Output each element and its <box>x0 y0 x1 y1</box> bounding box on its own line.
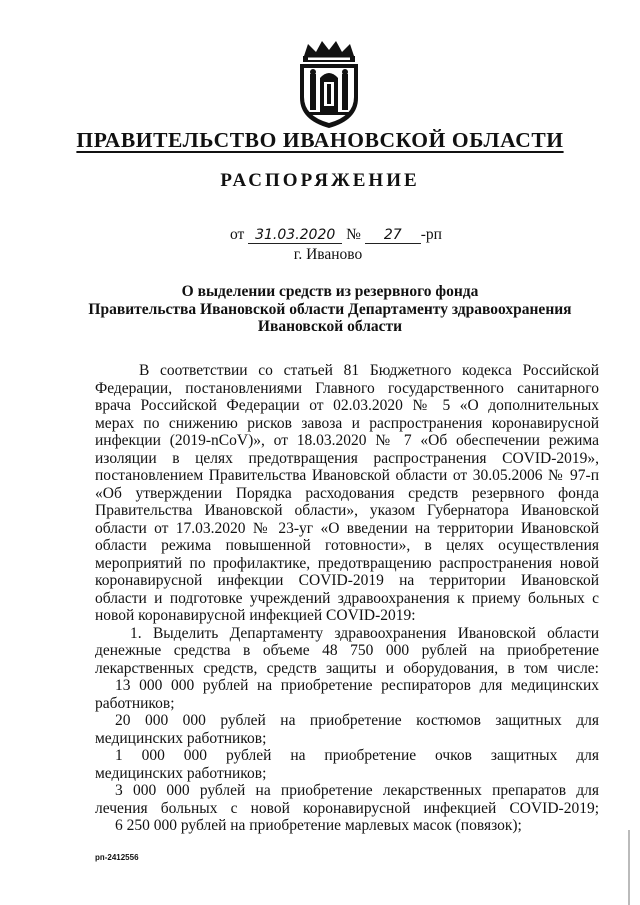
body-line: лечения больных с новой коронавирусной инфекцией COVID-2019; <box>95 799 599 817</box>
body-line: врача Российской Федерации от 02.03.2020 № 5 «О дополнительных <box>95 397 599 414</box>
subject-line: Правительства Ивановской области Департаменту здравоохранения <box>88 300 572 318</box>
body-line: инфекции (2019-nCoV)», от 18.03.2020 № 7 «Об обеспечении режима <box>95 432 599 449</box>
subject-line: О выделении средств из резервного фонда <box>181 283 479 300</box>
handwritten-number: 27 <box>365 227 421 244</box>
date-number-line: от 31.03.2020 № 27 -рп <box>230 226 442 243</box>
body-line: 1 000 000 рублей на приобретение очков защитных для <box>115 747 599 764</box>
body-line: медицинских работников; <box>95 764 267 782</box>
government-title: ПРАВИТЕЛЬСТВО ИВАНОВСКОЙ ОБЛАСТИ <box>76 128 564 152</box>
city-line: г. Иваново <box>293 246 363 263</box>
body-line: 3 000 000 рублей на приобретение лекарственных препаратов для <box>115 782 599 799</box>
body-line: мероприятий по профилактике, предотвращению распространения новой <box>95 554 599 572</box>
body-line: мерах по снижению рисков завоза и распространения коронавирусной <box>95 414 599 432</box>
coat-of-arms-emblem <box>286 38 372 130</box>
body-line: лекарственных средств, средств защиты и оборудования, в том числе: <box>95 659 599 677</box>
body-line: медицинских работников; <box>95 729 267 747</box>
handwritten-date: 31.03.2020 <box>248 227 342 244</box>
document-type-title: РАСПОРЯЖЕНИЕ <box>220 170 420 191</box>
document-code: рп-2412556 <box>95 853 139 862</box>
body-line: 20 000 000 рублей на приобретение костюмов защитных для <box>115 712 599 729</box>
body-line: Правительства Ивановской области», указом Губернатора Ивановской <box>95 502 599 519</box>
body-line: В соответствии со статьей 81 Бюджетного кодекса Российской <box>139 362 599 379</box>
body-line: денежные средства в объеме 48 750 000 рублей на приобретение <box>95 642 599 659</box>
body-line: «Об утверждении Порядка расходования средств резервного фонда <box>95 484 599 502</box>
scan-edge-line <box>628 830 630 905</box>
body-line: работников; <box>95 694 175 712</box>
subject-line: Ивановской области <box>257 318 403 335</box>
body-line: области и подготовке учреждений здравоохранения к приему больных с <box>95 589 599 607</box>
body-line: 6 250 000 рублей на приобретение марлевых масок (повязок); <box>115 817 522 834</box>
body-line: 1. Выделить Департаменту здравоохранения Ивановской области <box>130 624 599 642</box>
body-line: 13 000 000 рублей на приобретение респираторов для медицинских <box>115 677 599 694</box>
subject-heading <box>70 283 590 336</box>
body-line: коронавирусной инфекции COVID-2019 на территории Ивановской <box>95 572 599 589</box>
document-body <box>95 362 599 835</box>
body-line: постановлением Правительства Ивановской области от 30.05.2006 № 97-п <box>95 467 599 484</box>
body-line: Федерации, постановлениями Главного государственного санитарного <box>95 379 599 397</box>
body-line: новой коронавирусной инфекцией COVID-2019: <box>95 607 416 624</box>
body-line: изоляции в целях предотвращения распространения COVID-2019», <box>95 449 599 467</box>
body-line: области от 17.03.2020 № 23-уг «О введении на территории Ивановской <box>95 519 599 537</box>
body-line: области режима повышенной готовности», в целях осуществления <box>95 537 599 554</box>
